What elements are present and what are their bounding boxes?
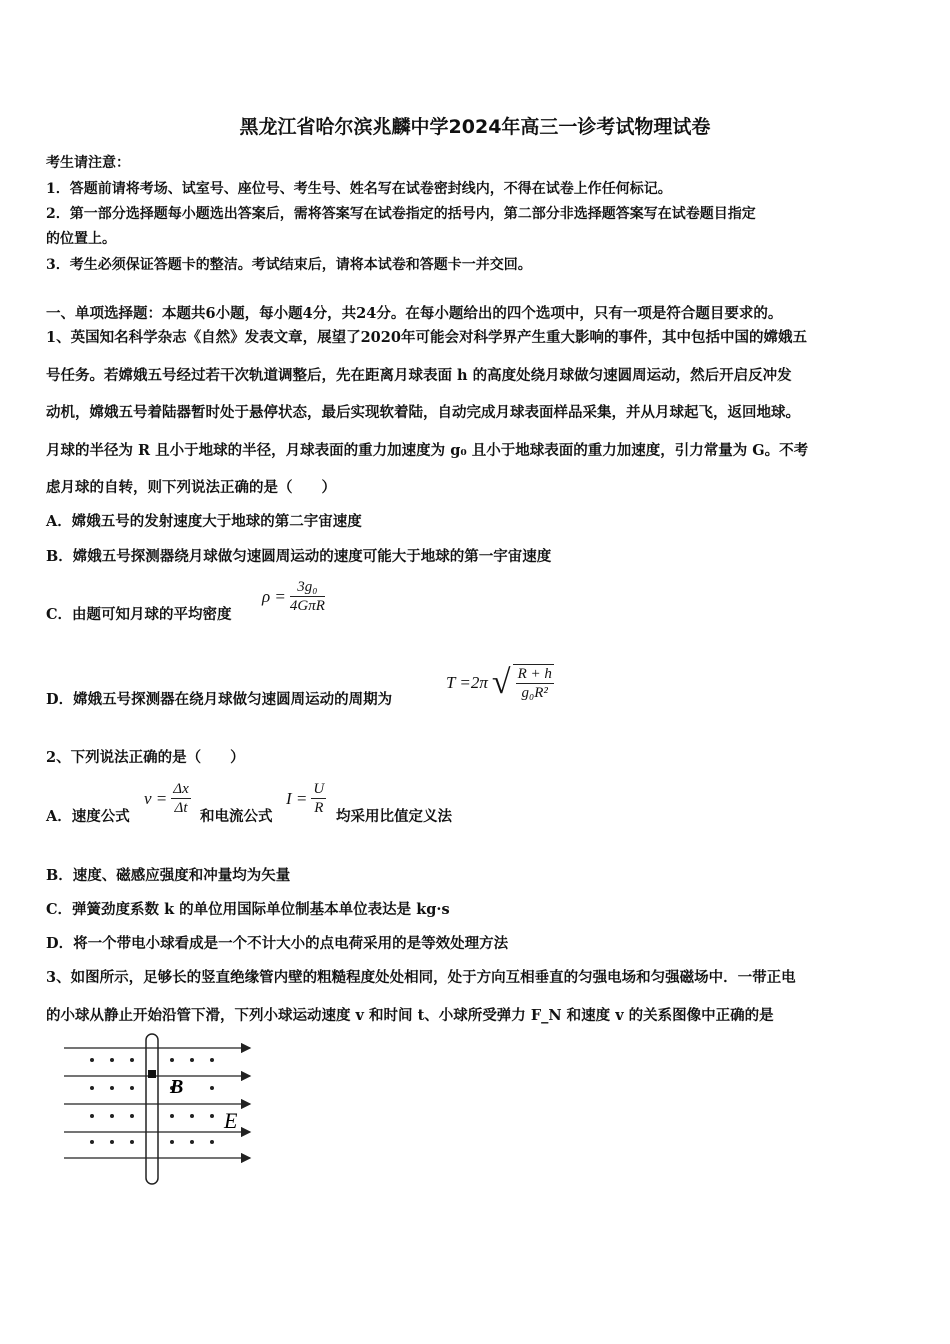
q1-stem-line: 动机，嫦娥五号着陆器暂时处于悬停状态，最后实现软着陆，自动完成月球表面样品采集，并从月球起飞，返回地球。 (46, 404, 800, 421)
label-b: B (170, 1076, 184, 1098)
formula-lhs: v = (144, 788, 168, 808)
formula-denominator: Δt (174, 800, 188, 816)
q3-stem-line: 3、如图所示，足够长的竖直绝缘管内壁的粗糙程度处处相同，处于方向互相垂直的匀强电场和匀强磁场中．一带正电 (46, 969, 796, 986)
formula-denominator: R (314, 800, 324, 816)
q1-option-c: C．由题可知月球的平均密度 (46, 606, 232, 623)
formula-lhs: ρ = (262, 586, 286, 606)
charged-ball (148, 1070, 156, 1078)
q1-stem-line: 号任务。若嫦娥五号经过若干次轨道调整后，先在距离月球表面 h 的高度处绕月球做匀速圆周运动，然后开启反冲发 (46, 367, 792, 384)
sqrt-body (513, 664, 554, 702)
q2-option-b: B．速度、磁感应强度和冲量均为矢量 (46, 867, 291, 884)
current-formula (286, 780, 326, 817)
formula-fraction (290, 578, 325, 615)
notice-item: 的位置上。 (46, 231, 116, 247)
q1-option-b: B．嫦娥五号探测器绕月球做匀速圆周运动的速度可能大于地球的第一宇宙速度 (46, 548, 552, 565)
formula-numerator: R + h (517, 666, 552, 682)
q1-stem-line: 虑月球的自转，则下列说法正确的是（ ） (46, 479, 336, 496)
field-tube-figure (58, 1030, 258, 1190)
q2-stem: 2、下列说法正确的是（ ） (46, 749, 245, 766)
vertical-tube (146, 1034, 158, 1184)
notice-item: 2．第一部分选择题每小题选出答案后，需将答案写在试卷指定的括号内，第二部分非选择题答案写在试卷题目指定 (46, 206, 756, 222)
density-formula (262, 578, 325, 615)
formula-denominator: 4GπR (289, 598, 325, 614)
option-text: 和电流公式 (200, 808, 273, 825)
q1-stem-line: 月球的半径为 R 且小于地球的半径，月球表面的重力加速度为 g₀ 且小于地球表面的重力加速度，引力常量为 G。不考 (46, 442, 809, 459)
notice-heading: 考生请注意： (46, 155, 130, 171)
formula-numerator: Δx (173, 781, 189, 797)
formula-fraction (516, 665, 554, 702)
formula-lhs: I = (286, 788, 308, 808)
sqrt-icon: √ (491, 664, 511, 701)
section-heading: 一、单项选择题：本题共6小题，每小题4分，共24分。在每小题给出的四个选项中，只有一项是符合题目要求的。 (46, 305, 783, 322)
q1-stem-line: 1、英国知名科学杂志《自然》发表文章，展望了2020年可能会对科学界产生重大影响的事件，其中包括中国的嫦娥五 (46, 329, 807, 346)
formula-fraction (311, 780, 326, 817)
formula-denominator: g₀R² (521, 685, 548, 701)
q1-option-d: D．嫦娥五号探测器在绕月球做匀速圆周运动的周期为 (46, 691, 393, 708)
formula-numerator: U (313, 781, 325, 797)
label-e: E (224, 1108, 238, 1133)
q2-option-d: D．将一个带电小球看成是一个不计大小的点电荷采用的是等效处理方法 (46, 935, 509, 952)
page-title: 黑龙江省哈尔滨兆麟中学2024年高三一诊考试物理试卷 (239, 116, 711, 138)
formula-lhs: T =2π (446, 673, 488, 692)
notice-item: 1．答题前请将考场、试室号、座位号、考生号、姓名写在试卷密封线内，不得在试卷上作任何标记。 (46, 181, 672, 197)
velocity-formula (144, 780, 191, 817)
formula-fraction (171, 780, 190, 817)
q3-stem-line: 的小球从静止开始沿管下滑，下列小球运动速度 v 和时间 t、小球所受弹力 F_N 和速度 v 的关系图像中正确的是 (46, 1007, 774, 1024)
q1-option-a: A．嫦娥五号的发射速度大于地球的第二宇宙速度 (46, 513, 362, 530)
formula-numerator: 3g₀ (290, 578, 325, 597)
q2-option-c: C．弹簧劲度系数 k 的单位用国际单位制基本单位表达是 kg·s (46, 901, 450, 918)
option-text: A．速度公式 (46, 808, 130, 825)
period-formula (446, 664, 554, 702)
option-text: 均采用比值定义法 (336, 808, 452, 825)
notice-item: 3．考生必须保证答题卡的整洁。考试结束后，请将本试卷和答题卡一并交回。 (46, 257, 532, 273)
